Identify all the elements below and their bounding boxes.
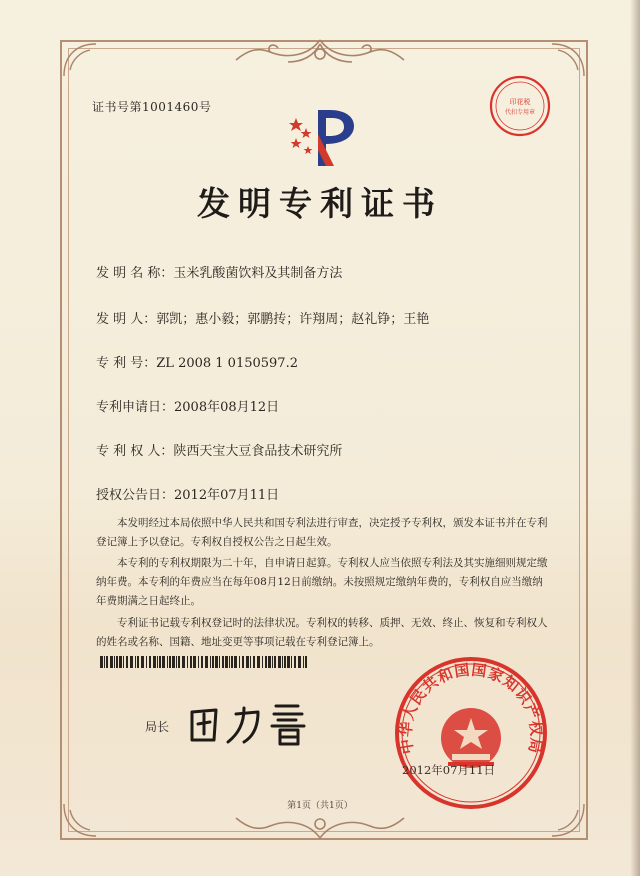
inventors-label: 发 明 人： — [96, 312, 157, 327]
invention-name-label: 发 明 名 称： — [96, 266, 174, 281]
certificate-title: 发明专利证书 — [197, 184, 443, 223]
svg-text:中华人民共和国国家知识产权局: 中华人民共和国国家知识产权局 — [396, 660, 546, 756]
certificate-number: 证书号第1001460号 — [92, 100, 212, 114]
patentee-label: 专 利 权 人： — [96, 444, 174, 459]
body-paragraph-2: 本专利的专利权期限为二十年，自申请日起算。专利权人应当依照专利法及其实施细则规定缴纳年费。本专利的年费应当在每年08月12日前缴纳。未按照规定缴纳年费的，专利权自应当缴纳年费期满之日起终止。 — [96, 557, 548, 607]
patent-number-row — [96, 352, 298, 371]
scan-shadow — [630, 0, 640, 876]
corner-ornament-tl — [60, 40, 100, 80]
top-ornament — [230, 34, 410, 70]
inventors-row — [96, 308, 429, 327]
svg-text:代扣专用章: 代扣专用章 — [504, 109, 536, 116]
patent-number-label: 专 利 号： — [96, 356, 157, 371]
patentee-value: 陕西天宝大豆食品技术研究所 — [173, 444, 343, 459]
body-paragraph-1: 本发明经过本局依照中华人民共和国专利法进行审查，决定授予专利权，颁发本证书并在专利登记簿上予以登记。专利权自授权公告之日起生效。 — [96, 517, 548, 548]
issue-date: 2012年07月11日 — [402, 763, 496, 777]
invention-name-value: 玉米乳酸菌饮料及其制备方法 — [173, 266, 343, 281]
national-ip-office-seal-icon — [392, 654, 550, 812]
grant-date-row — [96, 484, 279, 503]
patent-office-logo-icon — [288, 104, 360, 170]
director-label: 局长 — [145, 720, 170, 734]
barcode — [100, 656, 310, 668]
filing-date-value: 2008年08月12日 — [174, 400, 280, 415]
patentee-row — [96, 440, 342, 459]
svg-text:印花税: 印花税 — [509, 98, 531, 106]
inventors-value: 郭凯；惠小毅；郭鹏抟；许翔周；赵礼铮；王艳 — [156, 312, 430, 327]
invention-name-row — [96, 262, 342, 281]
body-paragraph-3: 专利证书记载专利权登记时的法律状况。专利权的转移、质押、无效、终止、恢复和专利权人的姓名或名称、国籍、地址变更等事项记载在专利登记簿上。 — [96, 617, 548, 648]
grant-date-label: 授权公告日： — [96, 488, 175, 503]
tax-seal-icon — [488, 74, 552, 138]
grant-date-value: 2012年07月11日 — [174, 488, 280, 503]
filing-date-row — [96, 396, 279, 415]
patent-number-value: ZL 2008 1 0150597.2 — [156, 356, 298, 371]
bottom-ornament — [230, 808, 410, 844]
director-signature — [186, 700, 312, 748]
corner-ornament-tr — [548, 40, 588, 80]
page-number: 第1页（共1页） — [287, 801, 353, 811]
filing-date-label: 专利申请日： — [96, 400, 175, 415]
